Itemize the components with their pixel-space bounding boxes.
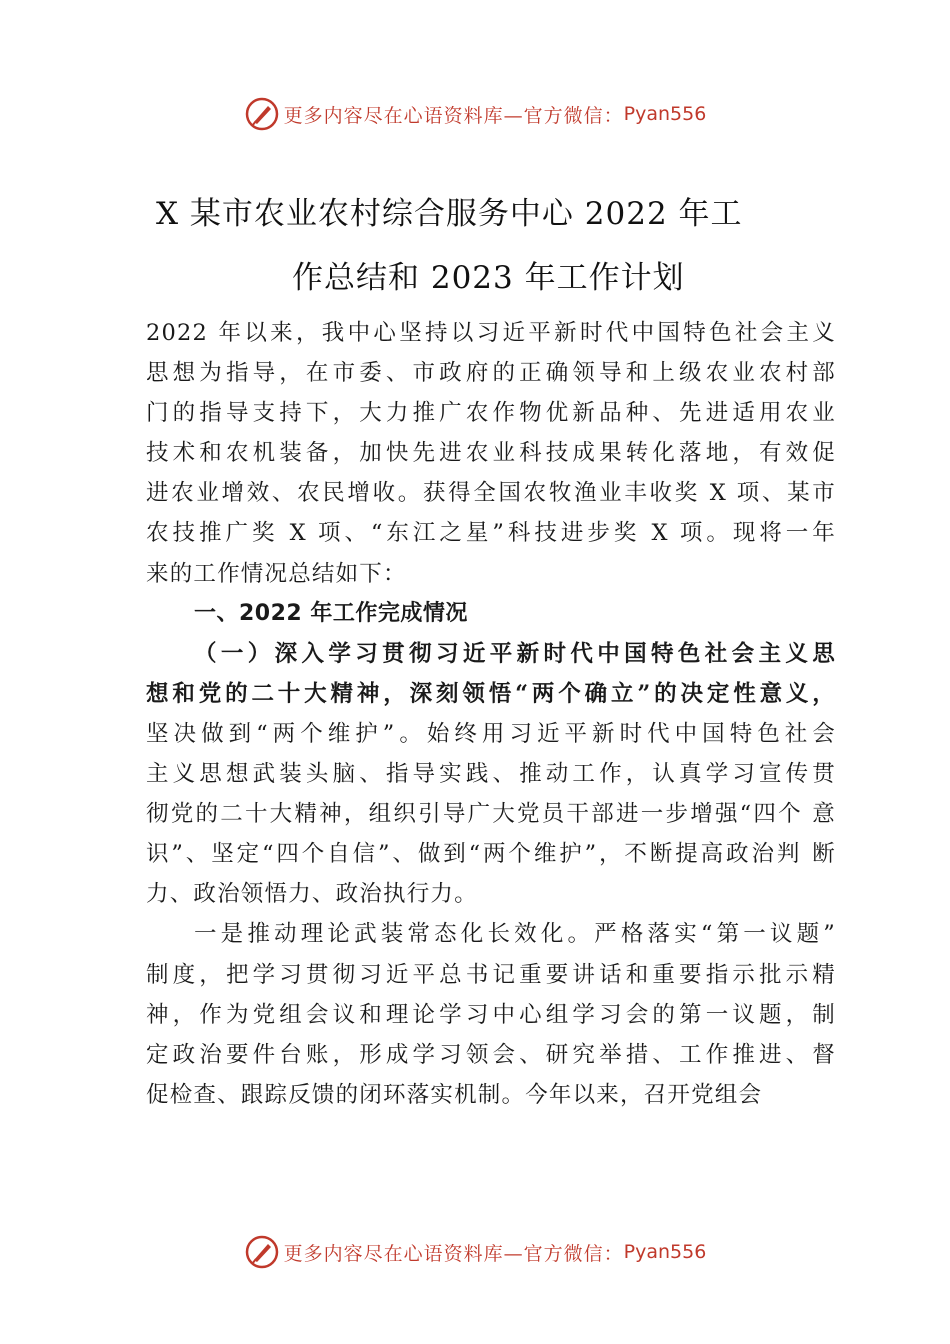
intro-line: 思想为指导，在市委、市政府的正确领导和上级农业农村部: [146, 360, 836, 387]
section-heading: 一、2022 年工作完成情况: [194, 600, 468, 626]
section1-line: 识”、坚定“四个自信”、做到“两个维护”，不断提高政治判 断: [146, 841, 836, 868]
footer-watermark-banner: [0, 1232, 950, 1272]
section1-line: 力、政治领悟力、政治执行力。: [146, 881, 478, 908]
pen-seal-logo-icon: [244, 96, 280, 132]
section1-line: 彻党的二十大精神，组织引导广大党员干部进一步增强“四个 意: [146, 801, 836, 828]
section1-line: 主义思想武装头脑、指导实践、推动工作，认真学习宣传贯: [146, 761, 836, 788]
section2-line: 神，作为党组会议和理论学习中心组学习会的第一议题，制: [146, 1001, 836, 1028]
pen-seal-logo-icon: [244, 1234, 280, 1270]
banner-wechat-id: Pyan556: [623, 103, 707, 125]
intro-line: 农技推广奖 X 项、“东江之星”科技进步奖 X 项。现将一年: [146, 520, 836, 547]
banner-text: 更多内容尽在心语资料库—官方微信：: [283, 104, 624, 127]
intro-line: 门的指导支持下，大力推广农作物优新品种、先进适用农业: [146, 400, 836, 427]
section2-line: 一是推动理论武装常态化长效化。严格落实“第一议题”: [194, 921, 836, 948]
banner-text: 更多内容尽在心语资料库—官方微信：: [283, 1242, 624, 1265]
document-title-line-1: X 某市农业农村综合服务中心 2022 年工: [156, 196, 743, 232]
section2-line: 定政治要件台账，形成学习领会、研究举措、工作推进、督: [146, 1041, 836, 1068]
intro-line: 进农业增效、农民增收。获得全国农牧渔业丰收奖 X 项、某市: [146, 480, 836, 507]
intro-line: 技术和农机装备，加快先进农业科技成果转化落地，有效促: [146, 440, 836, 467]
header-watermark-banner: [0, 94, 950, 134]
document-body: [146, 313, 836, 1115]
section2-line: 制度，把学习贯彻习近平总书记重要讲话和重要指示批示精: [146, 961, 836, 988]
section2-line: 促检查、跟踪反馈的闭环落实机制。今年以来，召开党组会: [146, 1081, 763, 1108]
section1-line: 想和党的二十大精神，深刻领悟“两个确立”的决定性意义，: [146, 680, 836, 707]
banner-wechat-id: Pyan556: [623, 1241, 707, 1263]
intro-line: 来的工作情况总结如下：: [146, 560, 407, 587]
section1-line: （一）深入学习贯彻习近平新时代中国特色社会主义思: [194, 640, 836, 667]
section1-line: 坚决做到“两个维护”。始终用习近平新时代中国特色社会: [146, 720, 836, 747]
intro-line: 2022 年以来，我中心坚持以习近平新时代中国特色社会主义: [146, 320, 836, 346]
document-title-line-2: 作总结和 2023 年工作计划: [292, 260, 685, 296]
